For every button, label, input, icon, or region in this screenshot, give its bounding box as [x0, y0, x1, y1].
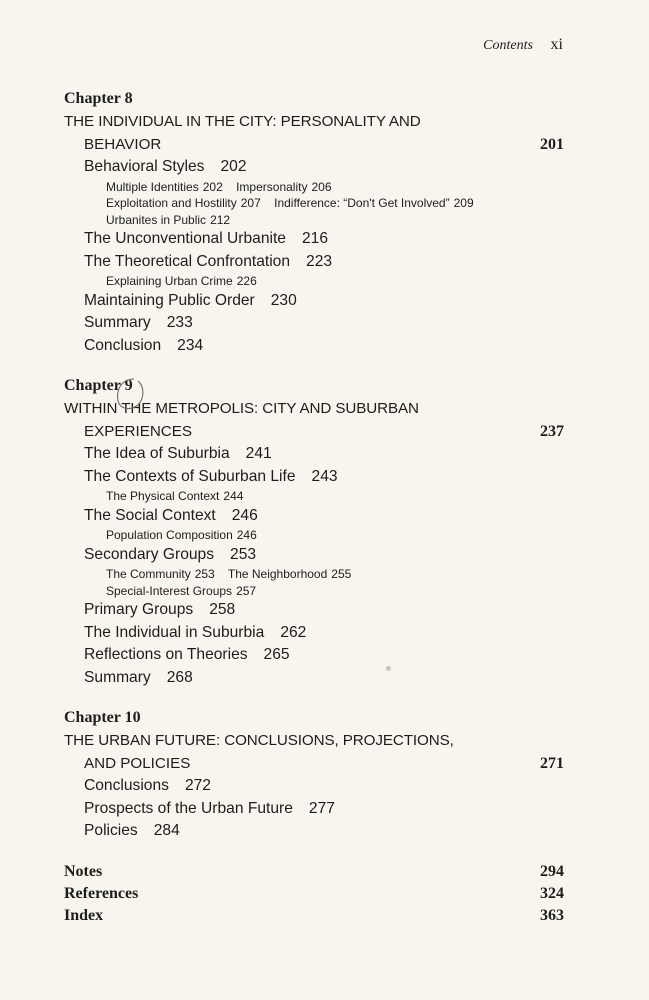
- subsection-title: The Physical Context: [106, 489, 220, 503]
- chapter-title-continued: BEHAVIOR: [84, 136, 162, 153]
- section-entry: [64, 443, 564, 466]
- subsection-list: [64, 488, 496, 505]
- section-title: Summary: [84, 314, 151, 331]
- section-entry: [64, 667, 564, 690]
- section-title: Behavioral Styles: [84, 158, 205, 175]
- subsection-list: [64, 179, 496, 229]
- section-page-number: 216: [301, 230, 329, 247]
- section-entry: [64, 775, 564, 798]
- section-title: The Idea of Suburbia: [84, 445, 230, 462]
- subsection-page-number: 202: [202, 179, 223, 194]
- subsection-title: Explaining Urban Crime: [106, 274, 233, 288]
- section-page-number: 223: [306, 252, 333, 270]
- back-matter-page-number: 363: [540, 906, 564, 924]
- section-entry: [64, 228, 564, 251]
- section-title: Secondary Groups: [84, 545, 215, 563]
- subsection-title: Multiple Identities: [106, 179, 199, 194]
- section-page-number: 268: [166, 668, 193, 686]
- running-header-page-number: xi: [550, 36, 563, 53]
- subsection-list: [64, 273, 496, 290]
- subsection-title: The Neighborhood: [227, 567, 328, 581]
- chapter-page-number: 237: [540, 423, 564, 440]
- section-page-number: 230: [270, 291, 297, 309]
- section-page-number: 277: [308, 799, 335, 817]
- chapter-entry: [64, 375, 564, 689]
- subsection-title: The Community: [106, 567, 191, 581]
- section-page-number: 284: [153, 822, 180, 839]
- section-page-number: 258: [209, 601, 236, 618]
- section-entry: [64, 644, 564, 667]
- section-title: Conclusion: [84, 336, 162, 354]
- section-title: Prospects of the Urban Future: [84, 799, 293, 817]
- chapter-heading: Chapter 8: [64, 90, 133, 107]
- back-matter-entry: [64, 861, 564, 883]
- subsection-entry: [106, 274, 257, 288]
- subsection-page-number: 244: [223, 489, 244, 503]
- section-entry: [64, 251, 564, 274]
- subsection-title: Indifference: “Don't Get Involved”: [274, 196, 450, 210]
- section-entry: [64, 798, 564, 821]
- subsection-page-number: 212: [210, 212, 231, 227]
- subsection-page-number: 226: [236, 274, 257, 288]
- section-entry: [64, 599, 564, 622]
- section-page-number: 234: [177, 336, 204, 354]
- chapter-title-line2: [64, 420, 564, 443]
- chapter-title-line1: THE INDIVIDUAL IN THE CITY: PERSONALITY AND: [64, 113, 421, 130]
- subsection-title: Special-Interest Groups: [106, 583, 233, 598]
- section-title: The Theoretical Confrontation: [84, 252, 291, 270]
- subsection-page-number: 253: [194, 567, 215, 581]
- section-page-number: 262: [280, 623, 307, 641]
- subsection-entry: [106, 196, 261, 210]
- section-entry: [64, 544, 564, 567]
- subsection-entry: [236, 180, 331, 194]
- subsection-entry: [106, 584, 256, 598]
- pencil-circle-mark: [108, 375, 148, 415]
- section-page-number: 272: [184, 777, 211, 794]
- back-matter-title: Index: [64, 906, 104, 924]
- subsection-entry: [228, 567, 351, 581]
- subsection-entry: [106, 213, 230, 227]
- chapter-heading: Chapter 10: [64, 709, 141, 726]
- section-title: The Unconventional Urbanite: [84, 230, 286, 247]
- subsection-list: [64, 566, 496, 599]
- subsection-page-number: 209: [453, 196, 474, 210]
- chapter-title-line2: [64, 752, 564, 775]
- section-page-number: 265: [263, 646, 290, 663]
- subsection-entry: [106, 567, 215, 581]
- section-entry: [64, 156, 564, 179]
- subsection-list: [64, 527, 496, 544]
- table-of-contents: [64, 88, 564, 927]
- section-title: Primary Groups: [84, 601, 194, 618]
- section-page-number: 246: [231, 506, 258, 524]
- back-matter-title: Notes: [64, 862, 103, 880]
- section-entry: [64, 820, 564, 843]
- section-entry: [64, 290, 564, 313]
- subsection-page-number: 246: [236, 528, 257, 542]
- chapter-page-number: 271: [540, 755, 564, 772]
- chapter-title-continued: AND POLICIES: [84, 755, 191, 772]
- section-entry: [64, 505, 564, 528]
- subsection-title: Population Composition: [106, 528, 233, 542]
- chapter-entry: [64, 707, 564, 843]
- subsection-page-number: 257: [236, 583, 257, 598]
- section-title: The Contexts of Suburban Life: [84, 467, 296, 485]
- back-matter-page-number: 324: [540, 884, 564, 902]
- back-matter-page-number: 294: [540, 862, 564, 880]
- chapter-title-line2: [64, 133, 564, 156]
- subsection-title: Exploitation and Hostility: [106, 196, 237, 210]
- section-title: Summary: [84, 668, 151, 686]
- subsection-page-number: 206: [311, 179, 332, 194]
- section-title: Policies: [84, 822, 138, 839]
- subsection-page-number: 255: [331, 567, 352, 581]
- back-matter-entry: [64, 883, 564, 905]
- section-page-number: 241: [245, 445, 272, 462]
- chapter-heading: Chapter 9: [64, 377, 133, 394]
- section-entry: [64, 312, 564, 335]
- chapter-title-line1: THE URBAN FUTURE: CONCLUSIONS, PROJECTIONS,: [64, 732, 454, 749]
- subsection-title: Impersonality: [236, 179, 308, 194]
- section-title: Reflections on Theories: [84, 646, 248, 663]
- section-entry: [64, 622, 564, 645]
- subsection-entry: [274, 196, 474, 210]
- subsection-title: Urbanites in Public: [106, 212, 207, 227]
- section-page-number: 253: [230, 545, 257, 563]
- section-page-number: 233: [166, 314, 193, 331]
- running-header: [483, 36, 563, 54]
- chapter-title-continued: EXPERIENCES: [84, 423, 193, 440]
- section-title: Maintaining Public Order: [84, 291, 255, 309]
- subsection-entry: [106, 489, 243, 503]
- subsection-entry: [106, 180, 223, 194]
- section-title: Conclusions: [84, 777, 169, 794]
- section-title: The Individual in Suburbia: [84, 623, 265, 641]
- section-entry: [64, 466, 564, 489]
- back-matter-entry: [64, 905, 564, 927]
- back-matter-title: References: [64, 884, 139, 902]
- paper-speck: [386, 666, 391, 671]
- chapter-title-line1: WITHIN THE METROPOLIS: CITY AND SUBURBAN: [64, 400, 419, 417]
- section-page-number: 243: [311, 467, 338, 485]
- section-entry: [64, 335, 564, 358]
- section-title: The Social Context: [84, 506, 216, 524]
- section-page-number: 202: [220, 158, 247, 175]
- subsection-page-number: 207: [240, 196, 261, 210]
- subsection-entry: [106, 528, 257, 542]
- running-header-section: Contents: [483, 38, 533, 53]
- chapter-entry: [64, 88, 564, 357]
- chapter-page-number: 201: [540, 136, 564, 153]
